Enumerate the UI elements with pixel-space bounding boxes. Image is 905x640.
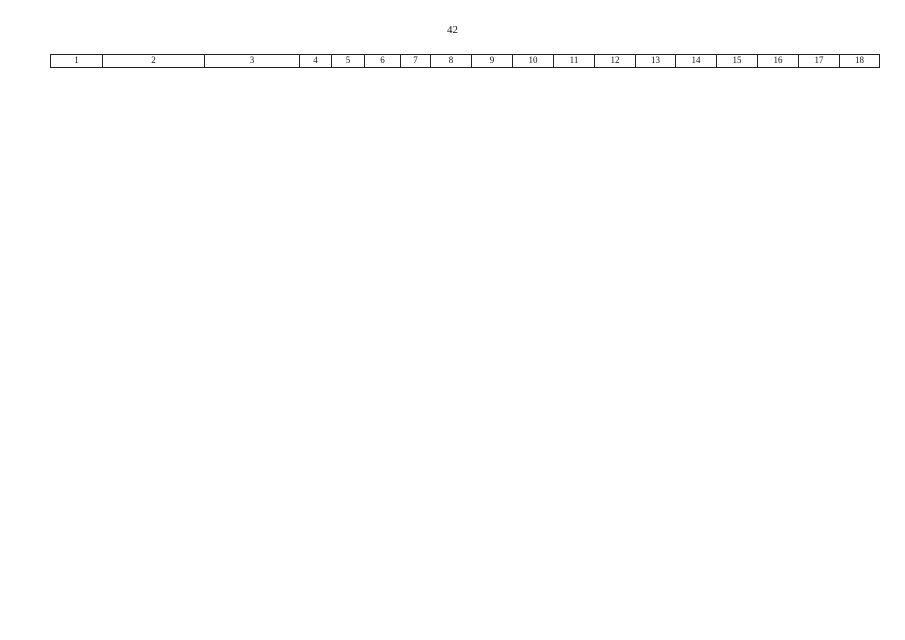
column-header: 9: [472, 55, 513, 68]
column-header: 17: [799, 55, 840, 68]
column-header: 12: [595, 55, 636, 68]
column-header: 5: [332, 55, 365, 68]
column-header: 7: [401, 55, 431, 68]
column-header: 16: [758, 55, 799, 68]
column-header: 1: [51, 55, 103, 68]
column-header: 8: [431, 55, 472, 68]
column-header: 18: [840, 55, 880, 68]
column-header: 4: [300, 55, 332, 68]
column-header: 11: [554, 55, 595, 68]
column-header-row: [51, 55, 880, 68]
column-header: 3: [205, 55, 300, 68]
column-header: 2: [103, 55, 205, 68]
column-header: 6: [365, 55, 401, 68]
column-header: 10: [513, 55, 554, 68]
column-header: 15: [717, 55, 758, 68]
page-number: 42: [447, 24, 458, 36]
column-header: 14: [676, 55, 717, 68]
column-header: 13: [636, 55, 676, 68]
budget-table: [50, 54, 880, 68]
